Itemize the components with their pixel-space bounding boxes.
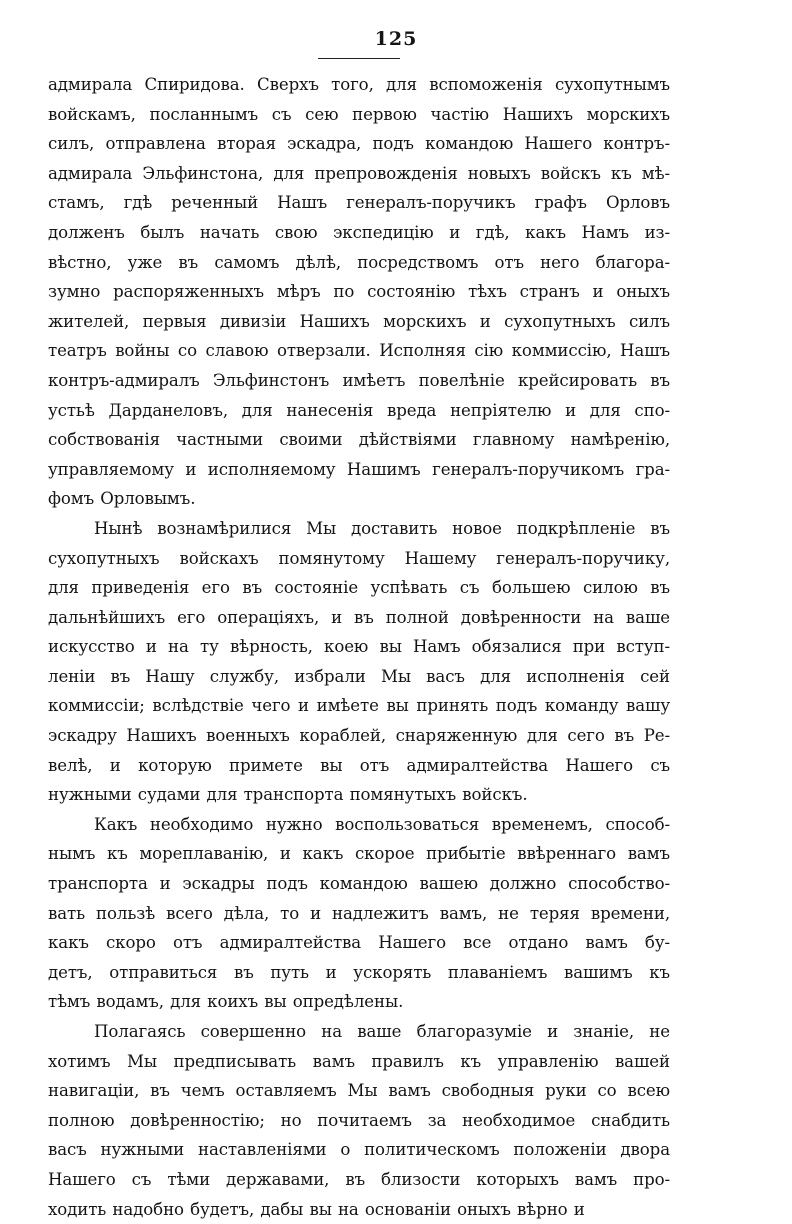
text-line: тѣмъ водамъ, для коихъ вы опредѣлены. [48, 992, 404, 1012]
text-line: вать пользѣ всего дѣла, то и надлежитъ вамъ, не теряя времени, [48, 903, 670, 923]
text-line: управляемому и исполняемому Нашимъ генералъ-поручикомъ гра- [48, 459, 670, 479]
text-line: Полагаясь совершенно на ваше благоразуміе и знаніе, не [94, 1022, 670, 1041]
text-line: контръ-адмиралъ Эльфинстонъ имѣетъ повелѣніе крейсировать въ [48, 370, 670, 390]
text-line: для приведенія его въ состояніе успѣвать съ большею силою въ [48, 578, 670, 598]
text-line: вѣстно, уже въ самомъ дѣлѣ, посредствомъ отъ него благора- [48, 252, 670, 272]
text-line: силъ, отправлена вторая эскадра, подъ командою Нашего контръ- [48, 134, 670, 154]
text-line: собствованія частными своими дѣйствіями главному намѣренію, [48, 430, 670, 450]
text-line: театръ войны со славою отверзали. Исполняя сію коммиссію, Нашъ [48, 341, 670, 361]
page-number-underline [318, 58, 400, 59]
text-line: леніи въ Нашу службу, избрали Мы васъ для исполненія сей [48, 666, 670, 686]
text-line: какъ скоро отъ адмиралтейства Нашего все отдано вамъ бу- [48, 933, 670, 953]
page-number: 125 [374, 28, 418, 50]
text-line: васъ нужными наставленіями о политическомъ положеніи двора [48, 1140, 670, 1160]
text-line: устьѣ Дарданеловъ, для нанесенія вреда непріятелю и для спо- [48, 400, 670, 420]
text-line: жителей, первыя дивизіи Нашихъ морскихъ и сухопутныхъ силъ [48, 311, 670, 331]
text-line: транспорта и эскадры подъ командою вашею должно способство- [48, 874, 670, 894]
text-line: стамъ, гдѣ реченный Нашъ генералъ-поручикъ графъ Орловъ [48, 193, 670, 213]
text-line: дальнѣйшихъ его операціяхъ, и въ полной довѣренности на ваше [48, 607, 670, 627]
text-line: долженъ былъ начать свою экспедицію и гдѣ, какъ Намъ из- [48, 222, 670, 242]
text-line: адмирала Эльфинстона, для препровожденія новыхъ войскъ къ мѣ- [48, 163, 670, 183]
text-line: искусство и на ту вѣрность, коею вы Намъ обязалися при вступ- [48, 637, 670, 657]
text-line: навигаціи, въ чемъ оставляемъ Мы вамъ свободныя руки со всею [48, 1081, 670, 1101]
text-line: Нашего съ тѣми державами, въ близости которыхъ вамъ про- [48, 1169, 670, 1189]
text-line: хотимъ Мы предписывать вамъ правилъ къ управленію вашей [48, 1051, 670, 1071]
text-line: зумно распоряженныхъ мѣръ по состоянію тѣхъ странъ и оныхъ [48, 282, 670, 302]
text-line: ходить надобно будетъ, дабы вы на основаніи оныхъ вѣрно и [48, 1199, 585, 1219]
text-line: полною довѣренностію; но почитаемъ за необходимое снабдить [48, 1110, 670, 1130]
text-line: Нынѣ вознамѣрилися Мы доставить новое подкрѣпленіе въ [94, 518, 670, 538]
text-line: нужными судами для транспорта помянутыхъ войскъ. [48, 785, 528, 805]
text-line: адмирала Спиридова. Сверхъ того, для вспоможенія сухопутнымъ [48, 75, 670, 94]
text-line: фомъ Орловымъ. [48, 489, 196, 509]
text-line: нымъ къ мореплаванію, и какъ скорое прибытіе ввѣреннаго вамъ [48, 844, 670, 864]
text-line: детъ, отправиться въ путь и ускорять плаваніемъ вашимъ къ [48, 962, 670, 982]
text-line: войскамъ, посланнымъ съ сею первою частію Нашихъ морскихъ [48, 104, 670, 124]
text-line: эскадру Нашихъ военныхъ кораблей, снаряженную для сего въ Ре- [48, 726, 670, 746]
text-line: Какъ необходимо нужно воспользоваться временемъ, способ- [94, 814, 670, 834]
text-line: коммиссіи; вслѣдствіе чего и имѣете вы принять подъ команду вашу [48, 696, 670, 716]
text-line: велѣ, и которую примете вы отъ адмиралтейства Нашего съ [48, 755, 670, 775]
body-text [48, 70, 670, 1224]
text-line: сухопутныхъ войскахъ помянутому Нашему генералъ-поручику, [48, 548, 670, 568]
